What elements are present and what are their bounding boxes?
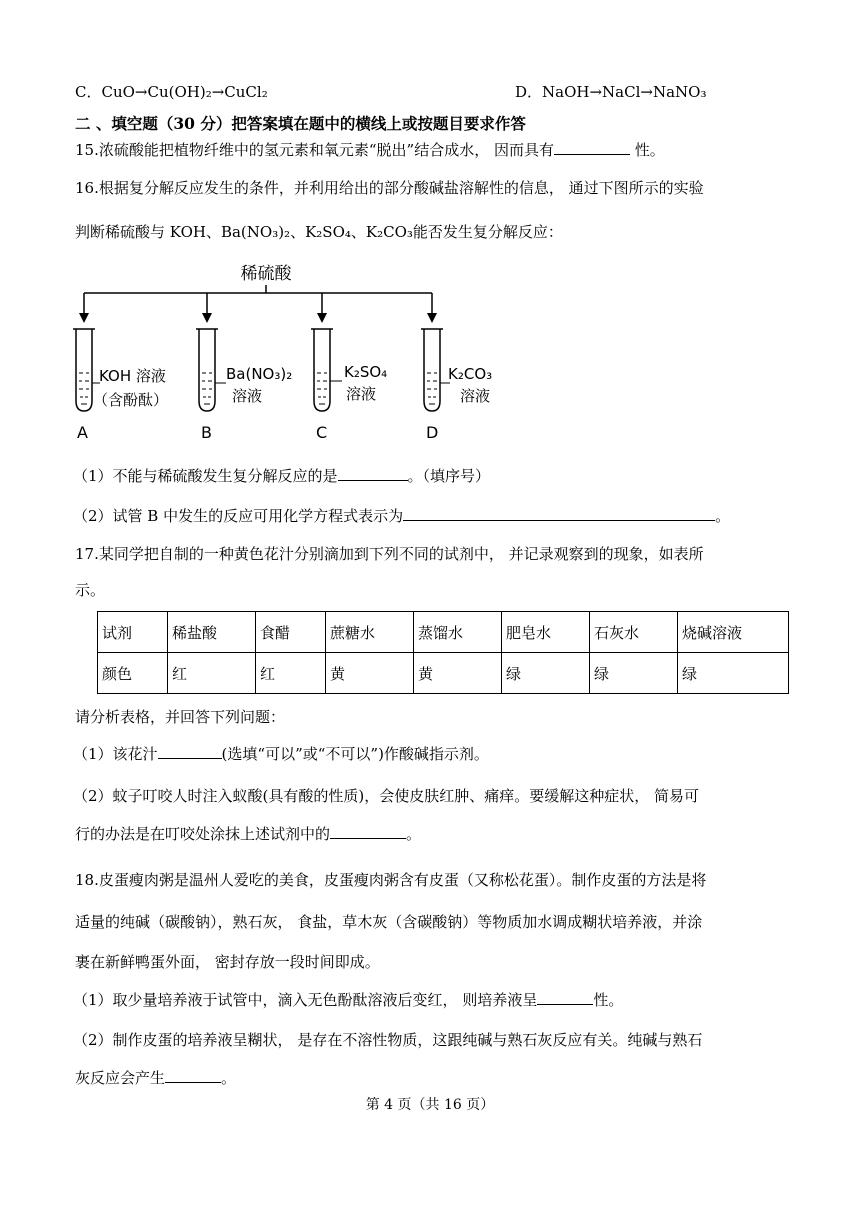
table-cell: 绿 bbox=[678, 653, 789, 694]
q14-option-d: D．NaOH→NaCl→NaNO₃ bbox=[515, 83, 707, 101]
section-heading: 二 、填空题（30 分）把答案填在题中的横线上或按题目要求作答 bbox=[75, 114, 526, 133]
tube-c-label-1: K₂SO₄ bbox=[344, 363, 388, 381]
table-cell: 黄 bbox=[326, 653, 414, 694]
tube-a-label-1: KOH 溶液 bbox=[99, 367, 166, 385]
answer-blank[interactable] bbox=[330, 824, 406, 839]
table-cell: 绿 bbox=[502, 653, 590, 694]
tube-c-label-2: 溶液 bbox=[346, 385, 377, 403]
question-17-line1: 17.某同学把自制的一种黄色花汁分别滴加到下列不同的试剂中， 并记录观察到的现象，如表所 bbox=[75, 545, 704, 563]
tube-d-label-1: K₂CO₃ bbox=[448, 365, 493, 383]
table-cell: 红 bbox=[256, 653, 326, 694]
question-16-sub1: （1）不能与稀硫酸发生复分解反应的是 。（填序号） bbox=[73, 467, 491, 485]
test-tube-d bbox=[421, 329, 492, 442]
question-17-sub1: （1）该花汁 (选填“可以”或“不可以”)作酸碱指示剂。 bbox=[73, 745, 489, 763]
answer-blank[interactable] bbox=[165, 1068, 221, 1083]
table-cell: 颜色 bbox=[98, 653, 168, 694]
table-cell: 红 bbox=[168, 653, 256, 694]
answer-blank[interactable] bbox=[537, 990, 593, 1005]
table-cell: 食醋 bbox=[256, 612, 326, 653]
table-cell: 绿 bbox=[590, 653, 678, 694]
tube-c-letter: C bbox=[316, 423, 328, 442]
answer-blank[interactable] bbox=[403, 506, 715, 521]
tube-d-letter: D bbox=[426, 423, 439, 442]
page-footer: 第 4 页（共 16 页） bbox=[365, 1097, 495, 1113]
arrow-d bbox=[427, 293, 437, 323]
tube-b-label-2: 溶液 bbox=[232, 387, 263, 405]
table-cell: 试剂 bbox=[98, 612, 168, 653]
q14-options bbox=[75, 82, 707, 102]
table-cell: 黄 bbox=[414, 653, 502, 694]
question-18-sub1: （1）取少量培养液于试管中，滴入无色酚酞溶液后变红， 则培养液呈 性。 bbox=[73, 991, 624, 1009]
answer-blank[interactable] bbox=[338, 466, 408, 481]
q14-option-c: C．CuO→Cu(OH)₂→CuCl₂ bbox=[75, 83, 268, 101]
question-16-line1: 16.根据复分解反应发生的条件，并利用给出的部分酸碱盐溶解性的信息， 通过下图所示的实验 bbox=[75, 179, 704, 197]
table-cell: 蔗糖水 bbox=[326, 612, 414, 653]
test-tube-diagram bbox=[60, 255, 530, 445]
table-cell: 稀盐酸 bbox=[168, 612, 256, 653]
question-17-instruction: 请分析表格，并回答下列问题： bbox=[75, 708, 286, 726]
arrow-c bbox=[317, 293, 327, 323]
table-cell: 蒸馏水 bbox=[414, 612, 502, 653]
question-17-line2: 示。 bbox=[75, 581, 106, 599]
test-tube-b bbox=[196, 329, 292, 442]
arrow-b bbox=[202, 293, 212, 323]
tube-a-letter: A bbox=[77, 423, 88, 442]
table-row bbox=[98, 612, 789, 653]
test-tube-a bbox=[73, 329, 168, 442]
question-16-line2: 判断稀硫酸与 KOH、Ba(NO₃)₂、K₂SO₄、K₂CO₃能否发生复分解反应： bbox=[75, 223, 563, 241]
question-18-sub2-line2: 灰反应会产生 。 bbox=[75, 1069, 237, 1087]
question-18-sub2-line1: （2）制作皮蛋的培养液呈糊状， 是存在不溶性物质，这跟纯碱与熟石灰反应有关。纯碱与熟石 bbox=[73, 1031, 703, 1049]
table-cell: 烧碱溶液 bbox=[678, 612, 789, 653]
tube-b-letter: B bbox=[201, 423, 212, 442]
answer-blank[interactable] bbox=[554, 140, 630, 155]
question-17-sub2-line1: （2）蚊子叮咬人时注入蚁酸(具有酸的性质)，会使皮肤红肿、痛痒。要缓解这种症状， 简易可 bbox=[73, 787, 700, 805]
question-16-sub2: （2）试管 B 中发生的反应可用化学方程式表示为 。 bbox=[73, 507, 731, 525]
tube-d-label-2: 溶液 bbox=[460, 387, 491, 405]
acid-label: 稀硫酸 bbox=[240, 264, 292, 284]
question-17-sub2-line2: 行的办法是在叮咬处涂抹上述试剂中的 。 bbox=[75, 825, 422, 843]
question-18-line3: 裹在新鲜鸭蛋外面， 密封存放一段时间即成。 bbox=[75, 953, 380, 971]
table-cell: 肥皂水 bbox=[502, 612, 590, 653]
answer-blank[interactable] bbox=[158, 744, 222, 759]
tube-a-label-2: （含酚酞） bbox=[93, 391, 169, 409]
table-cell: 石灰水 bbox=[590, 612, 678, 653]
tube-b-label-1: Ba(NO₃)₂ bbox=[226, 365, 293, 383]
test-tube-c bbox=[311, 329, 387, 442]
reagent-color-table bbox=[97, 611, 789, 694]
table-row bbox=[98, 653, 789, 694]
question-18-line1: 18.皮蛋瘦肉粥是温州人爱吃的美食，皮蛋瘦肉粥含有皮蛋（又称松花蛋）。制作皮蛋的方法是将 bbox=[75, 871, 707, 889]
question-18-line2: 适量的纯碱（碳酸钠），熟石灰， 食盐，草木灰（含碳酸钠）等物质加水调成糊状培养液，并涂 bbox=[75, 913, 703, 931]
arrow-a bbox=[79, 293, 89, 323]
question-15: 15.浓硫酸能把植物纤维中的氢元素和氧元素“脱出”结合成水， 因而具有 性。 bbox=[75, 141, 665, 159]
